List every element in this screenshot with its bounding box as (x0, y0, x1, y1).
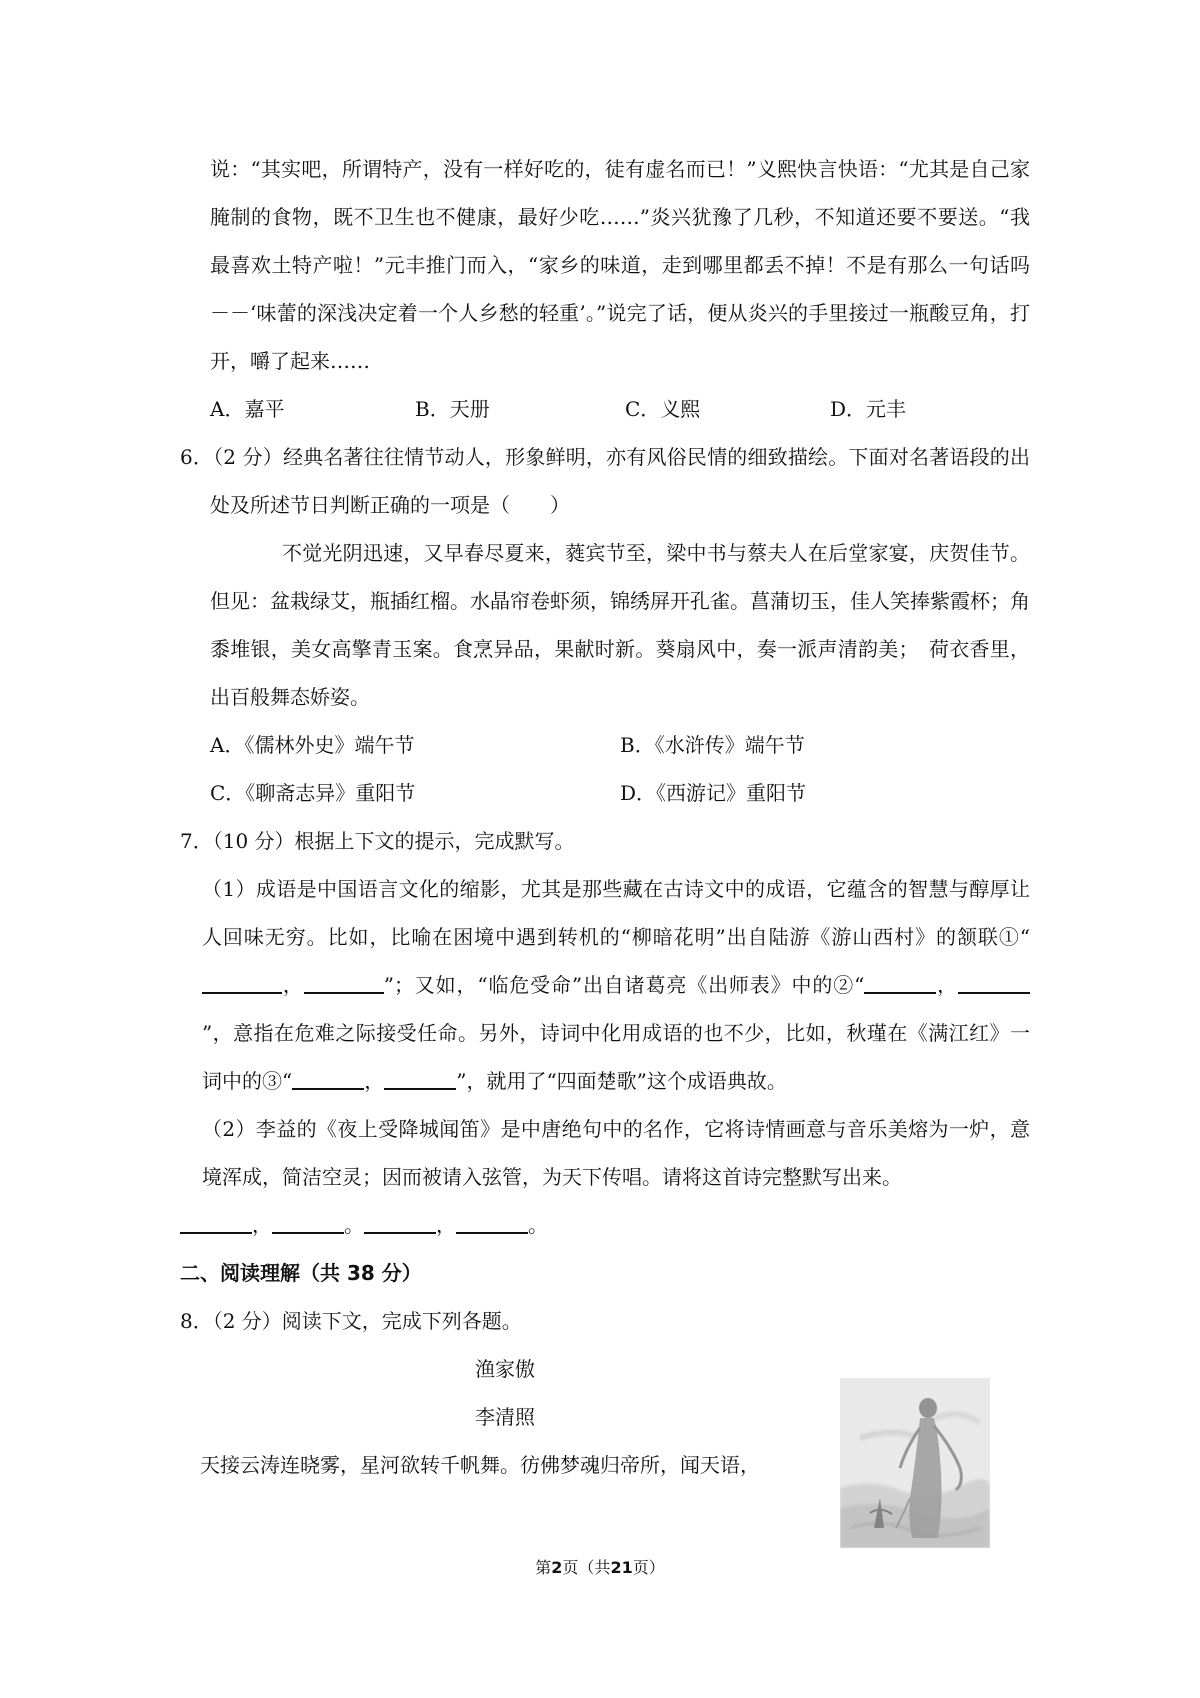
q6-option-c: C．《聊斋志异》重阳节 (210, 781, 416, 805)
q7-part1-text-g: ”，就用了“四面楚歌”这个成语典故。 (456, 1069, 787, 1093)
blank-poem-3[interactable] (364, 1210, 436, 1234)
poem-author: 李清照 (475, 1405, 535, 1429)
q6-quote: 不觉光阴迅速，又早春尽夏来，蕤宾节至，梁中书与蔡夫人在后堂家宴，庆贺佳节。但见：盆栽绿艾，瓶插红榴。水晶帘卷虾须，锦绣屏开孔雀。菖蒲切玉，佳人笑捧紫霞杯；角黍堆银，美女高擎青玉案。食烹异品，果献时新。葵扇风中，奏一派声清韵美； 荷衣香里，出百般舞态娇姿。 (210, 541, 1030, 709)
q7-part1-text-e: ”，意指在危难之际接受任命。另外，诗词中化用成语的也不少，比如，秋瑾在《满江红》一词中的③“ (202, 1021, 1030, 1093)
q7-part1 (202, 865, 1030, 1105)
blank-sep-1: ， (252, 1213, 272, 1237)
q5-option-a: A．嘉平 (210, 397, 285, 421)
q7-part2: （2）李益的《夜上受降城闻笛》是中唐绝句中的名作，它将诗情画意与音乐美熔为一炉，意境浑成，简洁空灵；因而被请入弦管，为天下传唱。请将这首诗完整默写出来。 (202, 1117, 1030, 1189)
q6-option-d: D．《西游记》重阳节 (620, 781, 807, 805)
poet-illustration (840, 1378, 990, 1548)
q6-option-a: A．《儒林外史》端午节 (210, 733, 415, 757)
page-content (180, 145, 1030, 1489)
q7-part1-sep-b: ， (282, 973, 304, 997)
poem-title: 渔家傲 (475, 1357, 535, 1381)
q8-stem: 8．（2 分）阅读下文，完成下列各题。 (180, 1309, 522, 1333)
blank-sep-2: 。 (344, 1213, 364, 1237)
blank-3b[interactable] (384, 1066, 456, 1090)
q6-option-b: B．《水浒传》端午节 (620, 733, 805, 757)
footer-mid: 页（共 (562, 1558, 611, 1577)
q5-option-c: C．义熙 (625, 397, 701, 421)
blank-sep-3: ， (436, 1213, 456, 1237)
blank-2b[interactable] (958, 970, 1030, 994)
q7-part1-sep-d: ， (936, 973, 959, 997)
blank-poem-2[interactable] (272, 1210, 344, 1234)
q5-options (210, 385, 1030, 433)
q5-option-b: B．天册 (415, 397, 490, 421)
footer-page-number: 2 (551, 1558, 563, 1577)
blank-poem-1[interactable] (180, 1210, 252, 1234)
blank-1a[interactable] (202, 970, 282, 994)
q7-part1-text-c: ”；又如，“临危受命”出自诸葛亮《出师表》中的②“ (383, 973, 865, 997)
q7-stem: 7．（10 分）根据上下文的提示，完成默写。 (180, 829, 575, 853)
q5-option-d: D．元丰 (830, 397, 907, 421)
q6-options-row1 (210, 721, 1030, 769)
blank-1b[interactable] (304, 970, 384, 994)
q6-stem: 6．（2 分）经典名著往往情节动人，形象鲜明，亦有风俗民情的细致描绘。下面对名著语段的出处及所述节日判断正确的一项是（ ） (180, 445, 1030, 517)
blank-poem-4[interactable] (456, 1210, 528, 1234)
blank-2a[interactable] (864, 970, 936, 994)
blank-3a[interactable] (292, 1066, 364, 1090)
page-footer (0, 1555, 1200, 1578)
q7-part1-text-a: （1）成语是中国语言文化的缩影，尤其是那些藏在古诗文中的成语，它蕴含的智慧与醇厚让人回味无穷。比如，比喻在困境中遇到转机的“柳暗花明”出自陆游《游山西村》的颔联①“ (202, 877, 1030, 949)
q7-part1-sep-f: ， (364, 1069, 385, 1093)
poet-illustration-image (840, 1378, 990, 1548)
section-title: 二、阅读理解（共 38 分） (180, 1261, 422, 1285)
passage-continuation: 说：“其实吧，所谓特产，没有一样好吃的，徒有虚名而已！”义熙快言快语：“尤其是自己家腌制的食物，既不卫生也不健康，最好少吃……”炎兴犹豫了几秒，不知道还要不要送。“我最喜欢土特产啦！”元丰推门而入，“家乡的味道，走到哪里都丢不掉！不是有那么一句话吗－－‘味蕾的深浅决定着一个人乡愁的轻重’。”说完了话，便从炎兴的手里接过一瓶酸豆角，打开，嚼了起来…… (210, 157, 1030, 373)
q6-options-row2 (210, 769, 1030, 817)
footer-suffix: 页） (632, 1558, 665, 1577)
poem-line-1: 天接云涛连晓雾，星河欲转千帆舞。彷佛梦魂归帝所，闻天语， (200, 1453, 760, 1477)
blank-sep-4: 。 (528, 1213, 548, 1237)
q7-poem-blanks (180, 1201, 1030, 1249)
footer-total-pages: 21 (610, 1558, 633, 1577)
footer-prefix: 第 (535, 1558, 552, 1577)
